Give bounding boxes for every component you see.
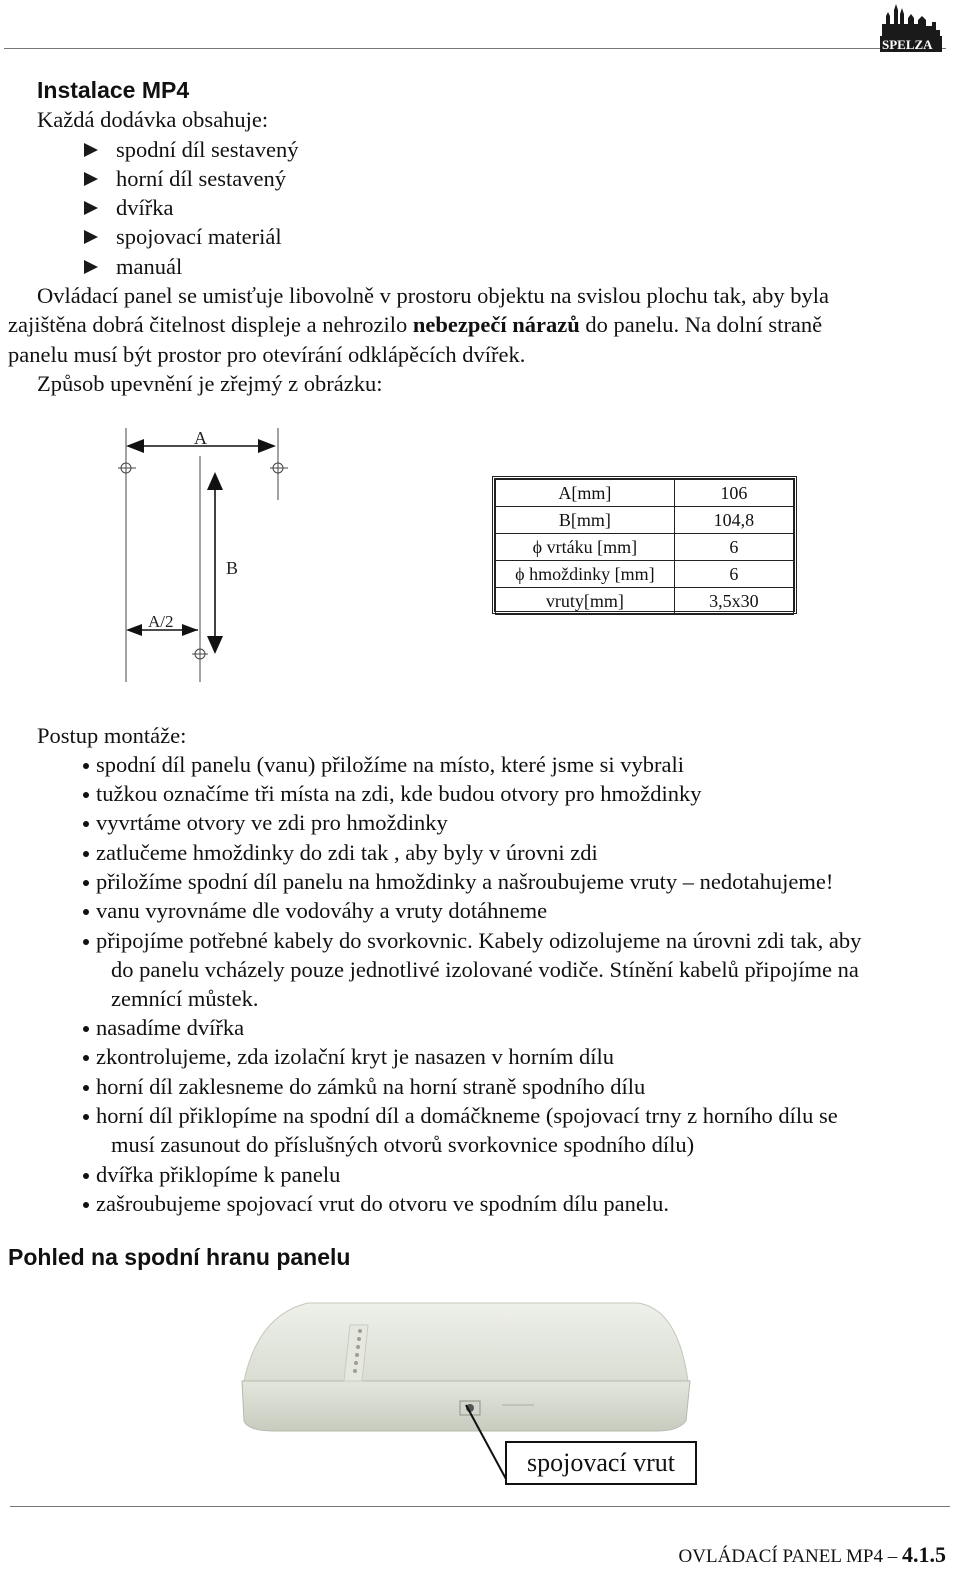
triangle-bullet-icon <box>84 172 98 186</box>
table-cell: vruty[mm] <box>496 588 675 615</box>
table-row <box>496 534 794 561</box>
dimension-label-a: A <box>194 428 207 448</box>
paragraph-line: Způsob upevnění je zřejmý z obrázku: <box>37 371 383 396</box>
bullet-icon <box>83 880 89 886</box>
footer-rule <box>10 1506 950 1507</box>
section-title: Pohled na spodní hranu panelu <box>8 1244 351 1270</box>
bullet-icon <box>83 939 89 945</box>
bullet-icon <box>83 1173 89 1179</box>
triangle-bullet-icon <box>84 201 98 215</box>
bullet-icon <box>83 1202 89 1208</box>
table-cell: 104,8 <box>674 507 793 534</box>
triangle-bullet-icon <box>84 260 98 274</box>
bullet-icon <box>83 851 89 857</box>
table-row <box>496 507 794 534</box>
dimension-label-a-half: A/2 <box>148 612 174 631</box>
page-footer: OVLÁDACÍ PANEL MP4 – 4.1.5 <box>678 1542 946 1567</box>
bullet-icon <box>83 763 89 769</box>
table-cell: 6 <box>674 561 793 588</box>
table-cell: B[mm] <box>496 507 675 534</box>
table-row <box>496 561 794 588</box>
table-cell: 3,5x30 <box>674 588 793 615</box>
paragraph-line: panelu musí být prostor pro otevírání odklápěcích dvířek. <box>8 342 526 367</box>
table-cell: 106 <box>674 480 793 507</box>
paragraph-line: zajištěna dobrá čitelnost displeje a nehrozilo nebezpečí nárazů do panelu. Na dolní straně <box>8 312 823 337</box>
bullet-icon <box>83 1026 89 1032</box>
bullet-icon <box>83 792 89 798</box>
dimension-label-b: B <box>226 558 239 578</box>
bullet-icon <box>83 1085 89 1091</box>
logo-text: SPELZA <box>882 37 933 52</box>
bullet-icon <box>83 1055 89 1061</box>
dimension-table <box>492 476 797 614</box>
table-cell: ϕ vrtáku [mm] <box>496 534 675 561</box>
intro-text: Každá dodávka obsahuje: <box>37 107 269 132</box>
bullet-icon <box>83 1114 89 1120</box>
header-rule <box>4 48 946 49</box>
table-cell: A[mm] <box>496 480 675 507</box>
spelza-logo <box>878 2 944 54</box>
paragraph-line: Ovládací panel se umisťuje libovolně v prostoru objektu na svislou plochu tak, aby byla <box>37 283 829 308</box>
bullet-icon <box>83 909 89 915</box>
section-title: Instalace MP4 <box>37 77 190 103</box>
bullet-icon <box>83 821 89 827</box>
triangle-bullet-icon <box>84 230 98 244</box>
table-row <box>496 480 794 507</box>
triangle-bullet-icon <box>84 143 98 157</box>
procedure-title: Postup montáže: <box>37 723 187 748</box>
callout-label: spojovací vrut <box>505 1441 697 1485</box>
table-cell: 6 <box>674 534 793 561</box>
mounting-diagram <box>110 420 300 690</box>
table-row <box>496 588 794 615</box>
table-cell: ϕ hmoždinky [mm] <box>496 561 675 588</box>
